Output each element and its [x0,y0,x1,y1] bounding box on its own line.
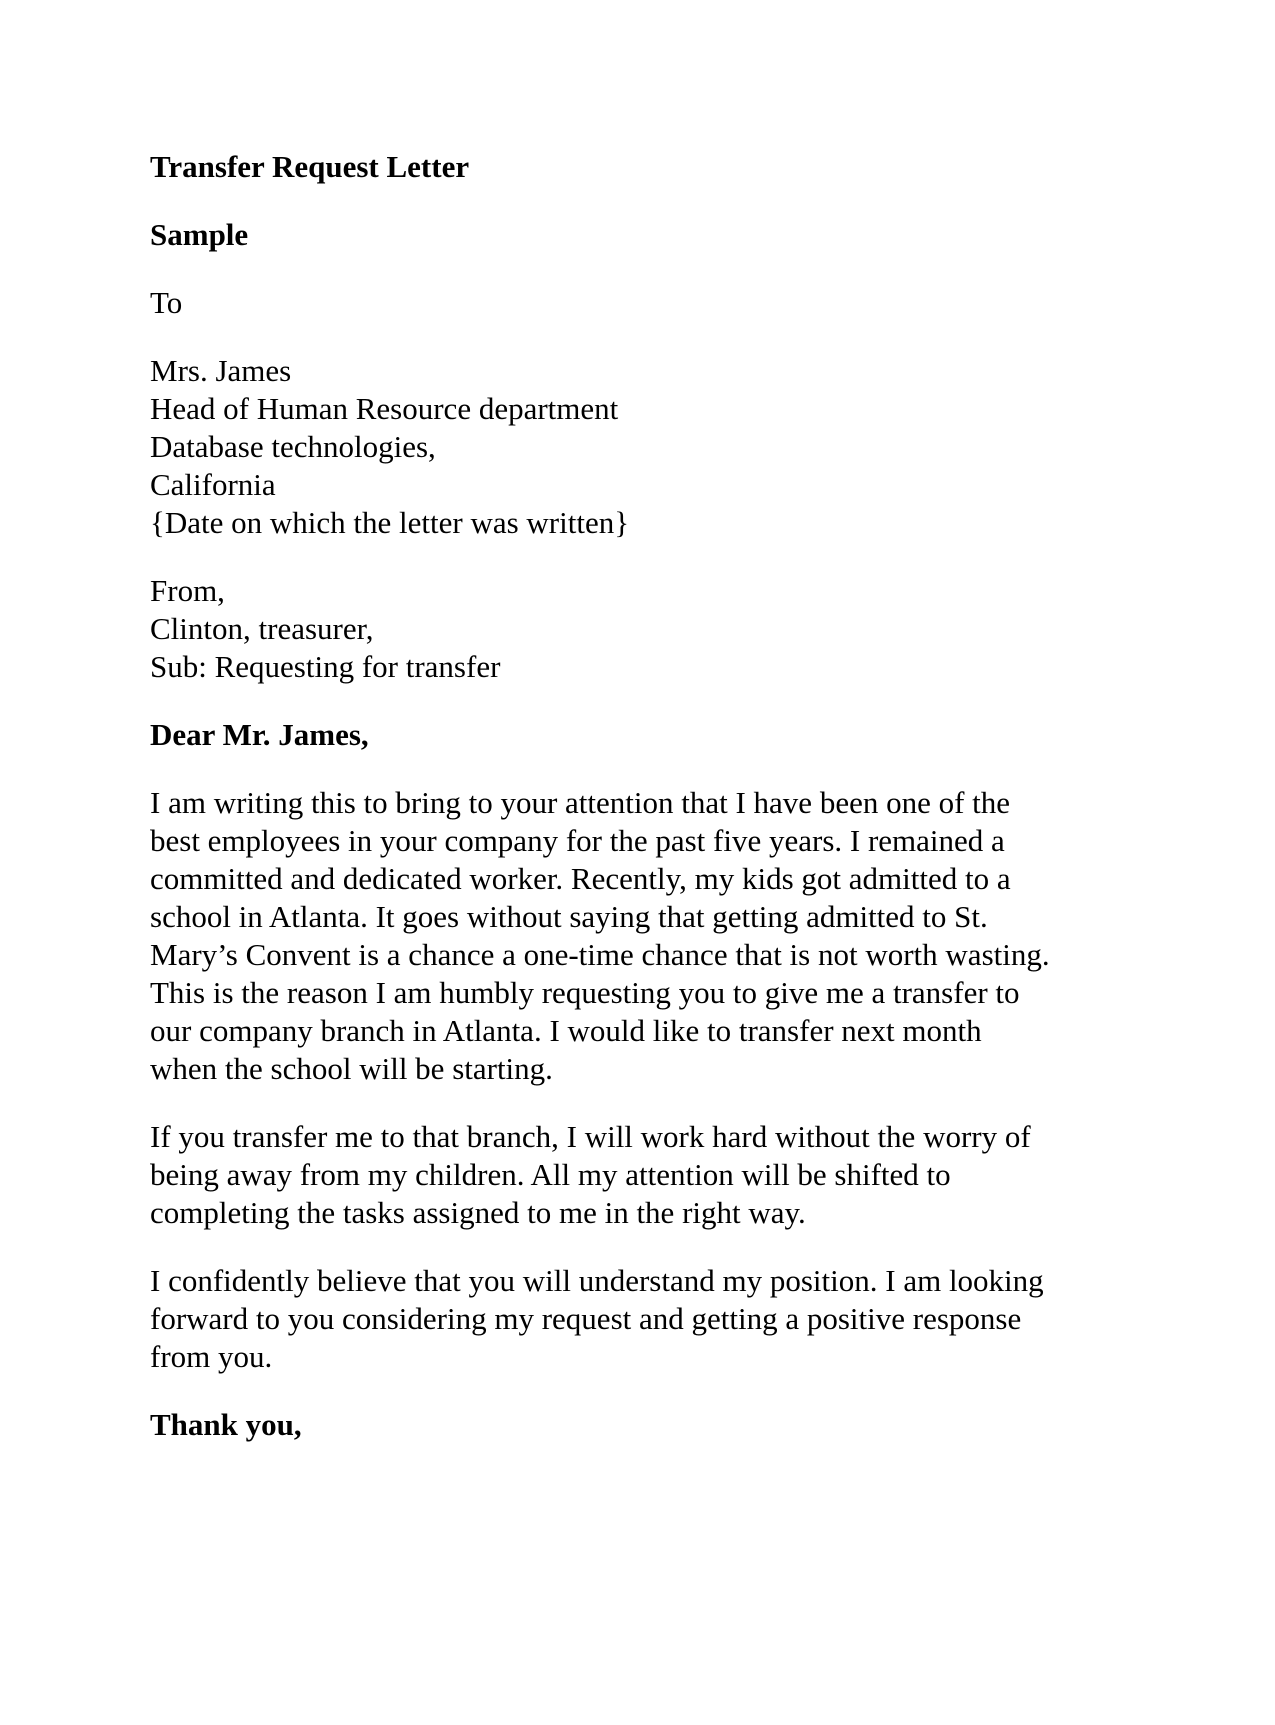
paragraph-line: I am writing this to bring to your attention that I have been one of the [150,785,1011,820]
document-title: Transfer Request Letter [150,149,470,184]
document-subtitle: Sample [150,217,249,252]
recipient-name: Mrs. James [150,353,292,388]
paragraph-line: I confidently believe that you will understand my position. I am looking [150,1263,1044,1298]
paragraph-line: forward to you considering my request and getting a positive response [150,1301,1022,1336]
paragraph-line: when the school will be starting. [150,1051,553,1086]
letter-subject: Sub: Requesting for transfer [150,649,501,684]
recipient-position: Head of Human Resource department [150,391,619,426]
to-label: To [150,285,183,320]
sender-block [150,572,1160,686]
body-paragraph-1 [150,784,1160,1088]
from-label: From, [150,573,225,608]
paragraph-line: best employees in your company for the past five years. I remained a [150,823,1005,858]
recipient-address-block [150,352,1160,542]
paragraph-line: If you transfer me to that branch, I will work hard without the worry of [150,1119,1031,1154]
body-paragraph-2 [150,1118,1160,1232]
paragraph-line: committed and dedicated worker. Recently, my kids got admitted to a [150,861,1011,896]
recipient-company: Database technologies, [150,429,436,464]
closing: Thank you, [150,1407,302,1442]
salutation: Dear Mr. James, [150,717,369,752]
paragraph-line: Mary’s Convent is a chance a one-time chance that is not worth wasting. [150,937,1050,972]
recipient-location: California [150,467,276,502]
sender-name-role: Clinton, treasurer, [150,611,374,646]
body-paragraph-3 [150,1262,1160,1376]
paragraph-line: This is the reason I am humbly requesting you to give me a transfer to [150,975,1020,1010]
paragraph-line: completing the tasks assigned to me in the right way. [150,1195,806,1230]
letter-content [150,148,1160,1444]
paragraph-line: being away from my children. All my attention will be shifted to [150,1157,951,1192]
letter-date-placeholder: {Date on which the letter was written} [150,505,630,540]
paragraph-line: school in Atlanta. It goes without saying that getting admitted to St. [150,899,988,934]
paragraph-line: from you. [150,1339,273,1374]
paragraph-line: our company branch in Atlanta. I would like to transfer next month [150,1013,982,1048]
